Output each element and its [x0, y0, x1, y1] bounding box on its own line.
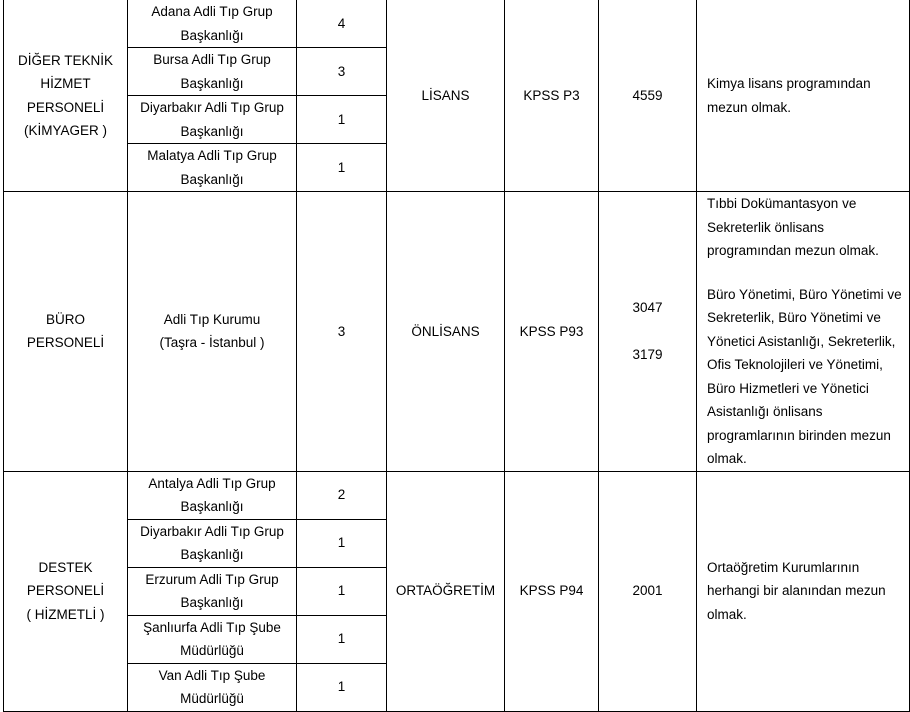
table-row: [4, 192, 910, 472]
count-cell: 1: [297, 567, 387, 615]
unit-text: Başkanlığı: [180, 123, 244, 139]
requirement-text: Kimya lisans programından: [707, 76, 871, 91]
unit-cell: [128, 192, 297, 472]
count-cell: 4: [297, 0, 387, 48]
unit-text: Başkanlığı: [180, 75, 244, 91]
unit-text: Diyarbakır Adli Tıp Grup: [140, 100, 284, 115]
table-row: [4, 471, 910, 519]
code-cell: 2001: [599, 471, 697, 711]
unit-text: Başkanlığı: [180, 595, 244, 610]
unit-cell: [128, 48, 297, 96]
unit-cell: [128, 96, 297, 144]
education-cell: ÖNLİSANS: [387, 192, 505, 472]
requirement-text: olmak.: [707, 451, 747, 466]
unit-text: Başkanlığı: [180, 171, 244, 187]
unit-cell: [128, 567, 297, 615]
unit-text: (Taşra - İstanbul ): [159, 335, 265, 351]
unit-cell: [128, 0, 297, 48]
kpss-cell: KPSS P94: [505, 471, 599, 711]
code-text: 3179: [632, 346, 663, 362]
count-cell: 1: [297, 615, 387, 663]
requirement-text: Ofis Teknolojileri ve Yönetimi,: [707, 357, 883, 372]
unit-cell: [128, 663, 297, 711]
requirement-text: olmak.: [707, 606, 747, 622]
unit-text: Adana Adli Tıp Grup: [151, 4, 273, 19]
requirement-text: Ortaöğretim Kurumlarının: [707, 559, 860, 575]
requirement-cell: [697, 471, 910, 711]
unit-text: Başkanlığı: [180, 27, 244, 43]
count-cell: 1: [297, 144, 387, 192]
requirement-text: programından mezun olmak.: [707, 243, 879, 258]
education-cell: LİSANS: [387, 0, 505, 192]
requirement-text: Büro Hizmetleri ve Yönetici: [707, 380, 869, 396]
position-text: BÜRO: [45, 311, 85, 327]
code-cell: 4559: [599, 0, 697, 192]
position-text: (KİMYAGER ): [23, 123, 107, 138]
unit-text: Van Adli Tıp Şube: [158, 667, 266, 683]
position-text: PERSONELİ: [26, 99, 105, 115]
requirement-text: Tıbbi Dokümantasyon ve: [707, 196, 857, 211]
unit-text: Adli Tıp Kurumu: [163, 311, 261, 327]
unit-cell: [128, 144, 297, 192]
unit-cell: [128, 615, 297, 663]
requirement-text: Büro Yönetimi, Büro Yönetimi ve: [707, 286, 902, 302]
requirement-cell: [697, 192, 910, 472]
count-cell: 1: [297, 519, 387, 567]
requirement-text: Sekreterlik, Büro Yönetimi ve: [707, 310, 881, 325]
code-text: 3047: [632, 300, 663, 316]
unit-text: Müdürlüğü: [180, 691, 244, 706]
position-text: DESTEK: [38, 559, 93, 575]
unit-text: Malatya Adli Tıp Grup: [147, 148, 277, 163]
count-cell: 3: [297, 192, 387, 472]
code-cell: [599, 192, 697, 472]
position-cell: [4, 192, 128, 472]
table-row: [4, 0, 910, 48]
unit-text: Antalya Adli Tıp Grup: [148, 475, 276, 491]
position-text: DİĞER TEKNİK: [17, 52, 114, 68]
position-text: PERSONELİ: [26, 583, 105, 599]
unit-text: Müdürlüğü: [180, 643, 244, 658]
unit-text: Başkanlığı: [180, 499, 244, 514]
position-text: PERSONELİ: [26, 335, 105, 351]
unit-text: Başkanlığı: [180, 547, 244, 562]
education-cell: ORTAÖĞRETİM: [387, 471, 505, 711]
position-text: HİZMET: [40, 76, 91, 91]
unit-text: Bursa Adli Tıp Grup: [153, 52, 271, 67]
position-cell: [4, 471, 128, 711]
count-cell: 2: [297, 471, 387, 519]
count-cell: 1: [297, 663, 387, 711]
position-text: ( HİZMETLİ ): [26, 606, 105, 622]
requirement-text: herhangi bir alanından mezun: [707, 583, 886, 599]
unit-text: Erzurum Adli Tıp Grup: [145, 571, 279, 587]
requirement-text: Asistanlığı önlisans: [707, 404, 823, 419]
count-cell: 3: [297, 48, 387, 96]
staff-requirements-table: [3, 0, 910, 712]
count-cell: 1: [297, 96, 387, 144]
requirement-text: Yönetici Asistanlığı, Sekreterlik,: [707, 333, 896, 349]
unit-cell: [128, 519, 297, 567]
requirement-text: Sekreterlik önlisans: [707, 219, 825, 235]
unit-text: Diyarbakır Adli Tıp Grup: [140, 523, 284, 539]
unit-cell: [128, 471, 297, 519]
kpss-cell: KPSS P3: [505, 0, 599, 192]
requirement-text: programlarının birinden mezun: [707, 427, 891, 443]
requirement-cell: [697, 0, 910, 192]
requirement-text: mezun olmak.: [707, 99, 792, 115]
kpss-cell: KPSS P93: [505, 192, 599, 472]
unit-text: Şanlıurfa Adli Tıp Şube: [143, 619, 281, 635]
position-cell: [4, 0, 128, 192]
